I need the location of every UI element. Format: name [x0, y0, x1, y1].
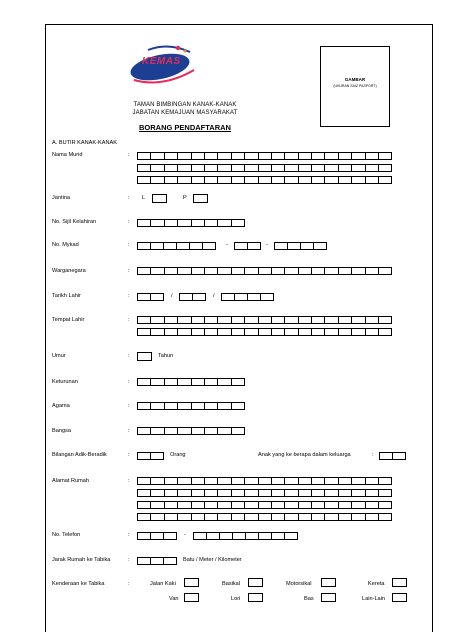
colon: : [128, 268, 130, 274]
tempat-label: Tempat Lahir [52, 317, 85, 323]
kemas-logo [128, 40, 200, 90]
transport-jalan-kaki-label: Jalan Kaki [150, 581, 176, 587]
tarikh-slash-2: / [213, 293, 215, 299]
colon: : [128, 195, 130, 201]
colon: : [128, 353, 130, 359]
tempat-row-1[interactable] [137, 316, 391, 324]
tarikh-month[interactable] [179, 293, 205, 301]
jantina-label: Jantina [52, 195, 71, 201]
transport-van-box[interactable] [184, 593, 199, 602]
umur-unit: Tahun [158, 353, 174, 359]
nama-label: Nama Murid [52, 152, 83, 158]
transport-bas-label: Bas [304, 596, 314, 602]
telefon-label: No. Telefon [52, 532, 81, 538]
transport-motorsikal-box[interactable] [321, 578, 336, 587]
jantina-l-label: L [142, 195, 146, 201]
adik-label: Bilangan Adik-Beradik [52, 452, 107, 458]
nama-row-3[interactable] [137, 176, 391, 184]
anak-ke-boxes[interactable] [379, 452, 405, 460]
header-line-1: TAMAN BIMBINGAN KANAK-KANAK [133, 102, 237, 108]
mykad-label: No. Mykad [52, 242, 79, 248]
header-line-2: JABATAN KEMAJUAN MASYARAKAT [132, 110, 238, 116]
jarak-boxes[interactable] [137, 557, 176, 565]
tarikh-label: Tarikh Lahir [52, 293, 81, 299]
form-title: BORANG PENDAFTARAN [139, 123, 231, 132]
alamat-row-1[interactable] [137, 477, 391, 485]
transport-kereta-box[interactable] [392, 578, 407, 587]
umur-label: Umur [52, 353, 66, 359]
jantina-p-label: P [183, 195, 187, 201]
nama-row-1[interactable] [137, 152, 391, 160]
bangsa-boxes[interactable] [137, 427, 244, 435]
warganegara-label: Warganegara [52, 268, 86, 274]
section-a-heading: A. BUTIR KANAK-KANAK [52, 140, 117, 146]
alamat-row-4[interactable] [137, 513, 391, 521]
transport-motorsikal-label: Motorsikal [286, 581, 312, 587]
colon: : [128, 428, 130, 434]
colon: : [128, 293, 130, 299]
jarak-label: Jarak Rumah ke Tabika [52, 557, 111, 563]
keturunan-boxes[interactable] [137, 378, 244, 386]
colon: : [128, 379, 130, 385]
colon: : [372, 452, 374, 458]
transport-van-label: Van [169, 596, 179, 602]
tarikh-year[interactable] [221, 293, 273, 301]
tempat-row-2[interactable] [137, 328, 391, 336]
telefon-number[interactable] [193, 532, 297, 540]
colon: : [128, 317, 130, 323]
telefon-prefix[interactable] [137, 532, 176, 540]
colon: : [128, 152, 130, 158]
transport-basikal-label: Basikal [222, 581, 241, 587]
alamat-row-2[interactable] [137, 489, 391, 497]
mykad-group-1[interactable] [137, 242, 215, 250]
colon: : [128, 219, 130, 225]
sijil-label: No. Sijil Kelahiran [52, 219, 97, 225]
transport-kereta-label: Kereta [368, 581, 385, 587]
transport-lain-lain-label: Lain-Lain [362, 596, 386, 602]
colon: : [128, 581, 130, 587]
mykad-dash-2: - [266, 242, 268, 248]
tarikh-day[interactable] [137, 293, 163, 301]
adik-unit: Orang [170, 452, 186, 458]
transport-bas-box[interactable] [321, 593, 336, 602]
transport-jalan-kaki-box[interactable] [184, 578, 199, 587]
tarikh-slash-1: / [171, 293, 173, 299]
umur-box[interactable] [137, 352, 152, 361]
colon: : [128, 452, 130, 458]
photo-box [320, 46, 390, 127]
colon: : [128, 532, 130, 538]
alamat-row-3[interactable] [137, 501, 391, 509]
alamat-label: Alamat Rumah [52, 478, 89, 484]
bangsa-label: Bangsa [52, 428, 71, 434]
colon: : [128, 478, 130, 484]
anak-ke-label: Anak yang ke berapa dalam keluarga [258, 452, 351, 458]
mykad-dash-1: - [226, 242, 228, 248]
keturunan-label: Keturunan [52, 379, 78, 385]
logo-text: KEMAS [142, 56, 181, 67]
colon: : [128, 557, 130, 563]
photo-title: GAMBAR [344, 77, 366, 82]
transport-basikal-box[interactable] [248, 578, 263, 587]
kenderaan-label: Kenderaan ke Tabika [52, 581, 105, 587]
mykad-group-2[interactable] [234, 242, 260, 250]
adik-boxes[interactable] [137, 452, 163, 460]
transport-lain-lain-box[interactable] [392, 593, 407, 602]
nama-row-2[interactable] [137, 164, 391, 172]
jantina-p-box[interactable] [193, 194, 208, 203]
agama-label: Agama [52, 403, 70, 409]
photo-note: (UKURAN SAIZ PASPORT) [333, 84, 377, 88]
colon: : [128, 242, 130, 248]
agama-boxes[interactable] [137, 402, 244, 410]
transport-lori-label: Lori [231, 596, 241, 602]
transport-lori-box[interactable] [248, 593, 263, 602]
jantina-l-box[interactable] [152, 194, 167, 203]
colon: : [128, 403, 130, 409]
warganegara-boxes[interactable] [137, 267, 391, 275]
sijil-boxes[interactable] [137, 219, 244, 227]
jarak-unit: Batu / Meter / Kilometer [183, 557, 242, 563]
telefon-dash: - [184, 532, 186, 538]
mykad-group-3[interactable] [274, 242, 326, 250]
